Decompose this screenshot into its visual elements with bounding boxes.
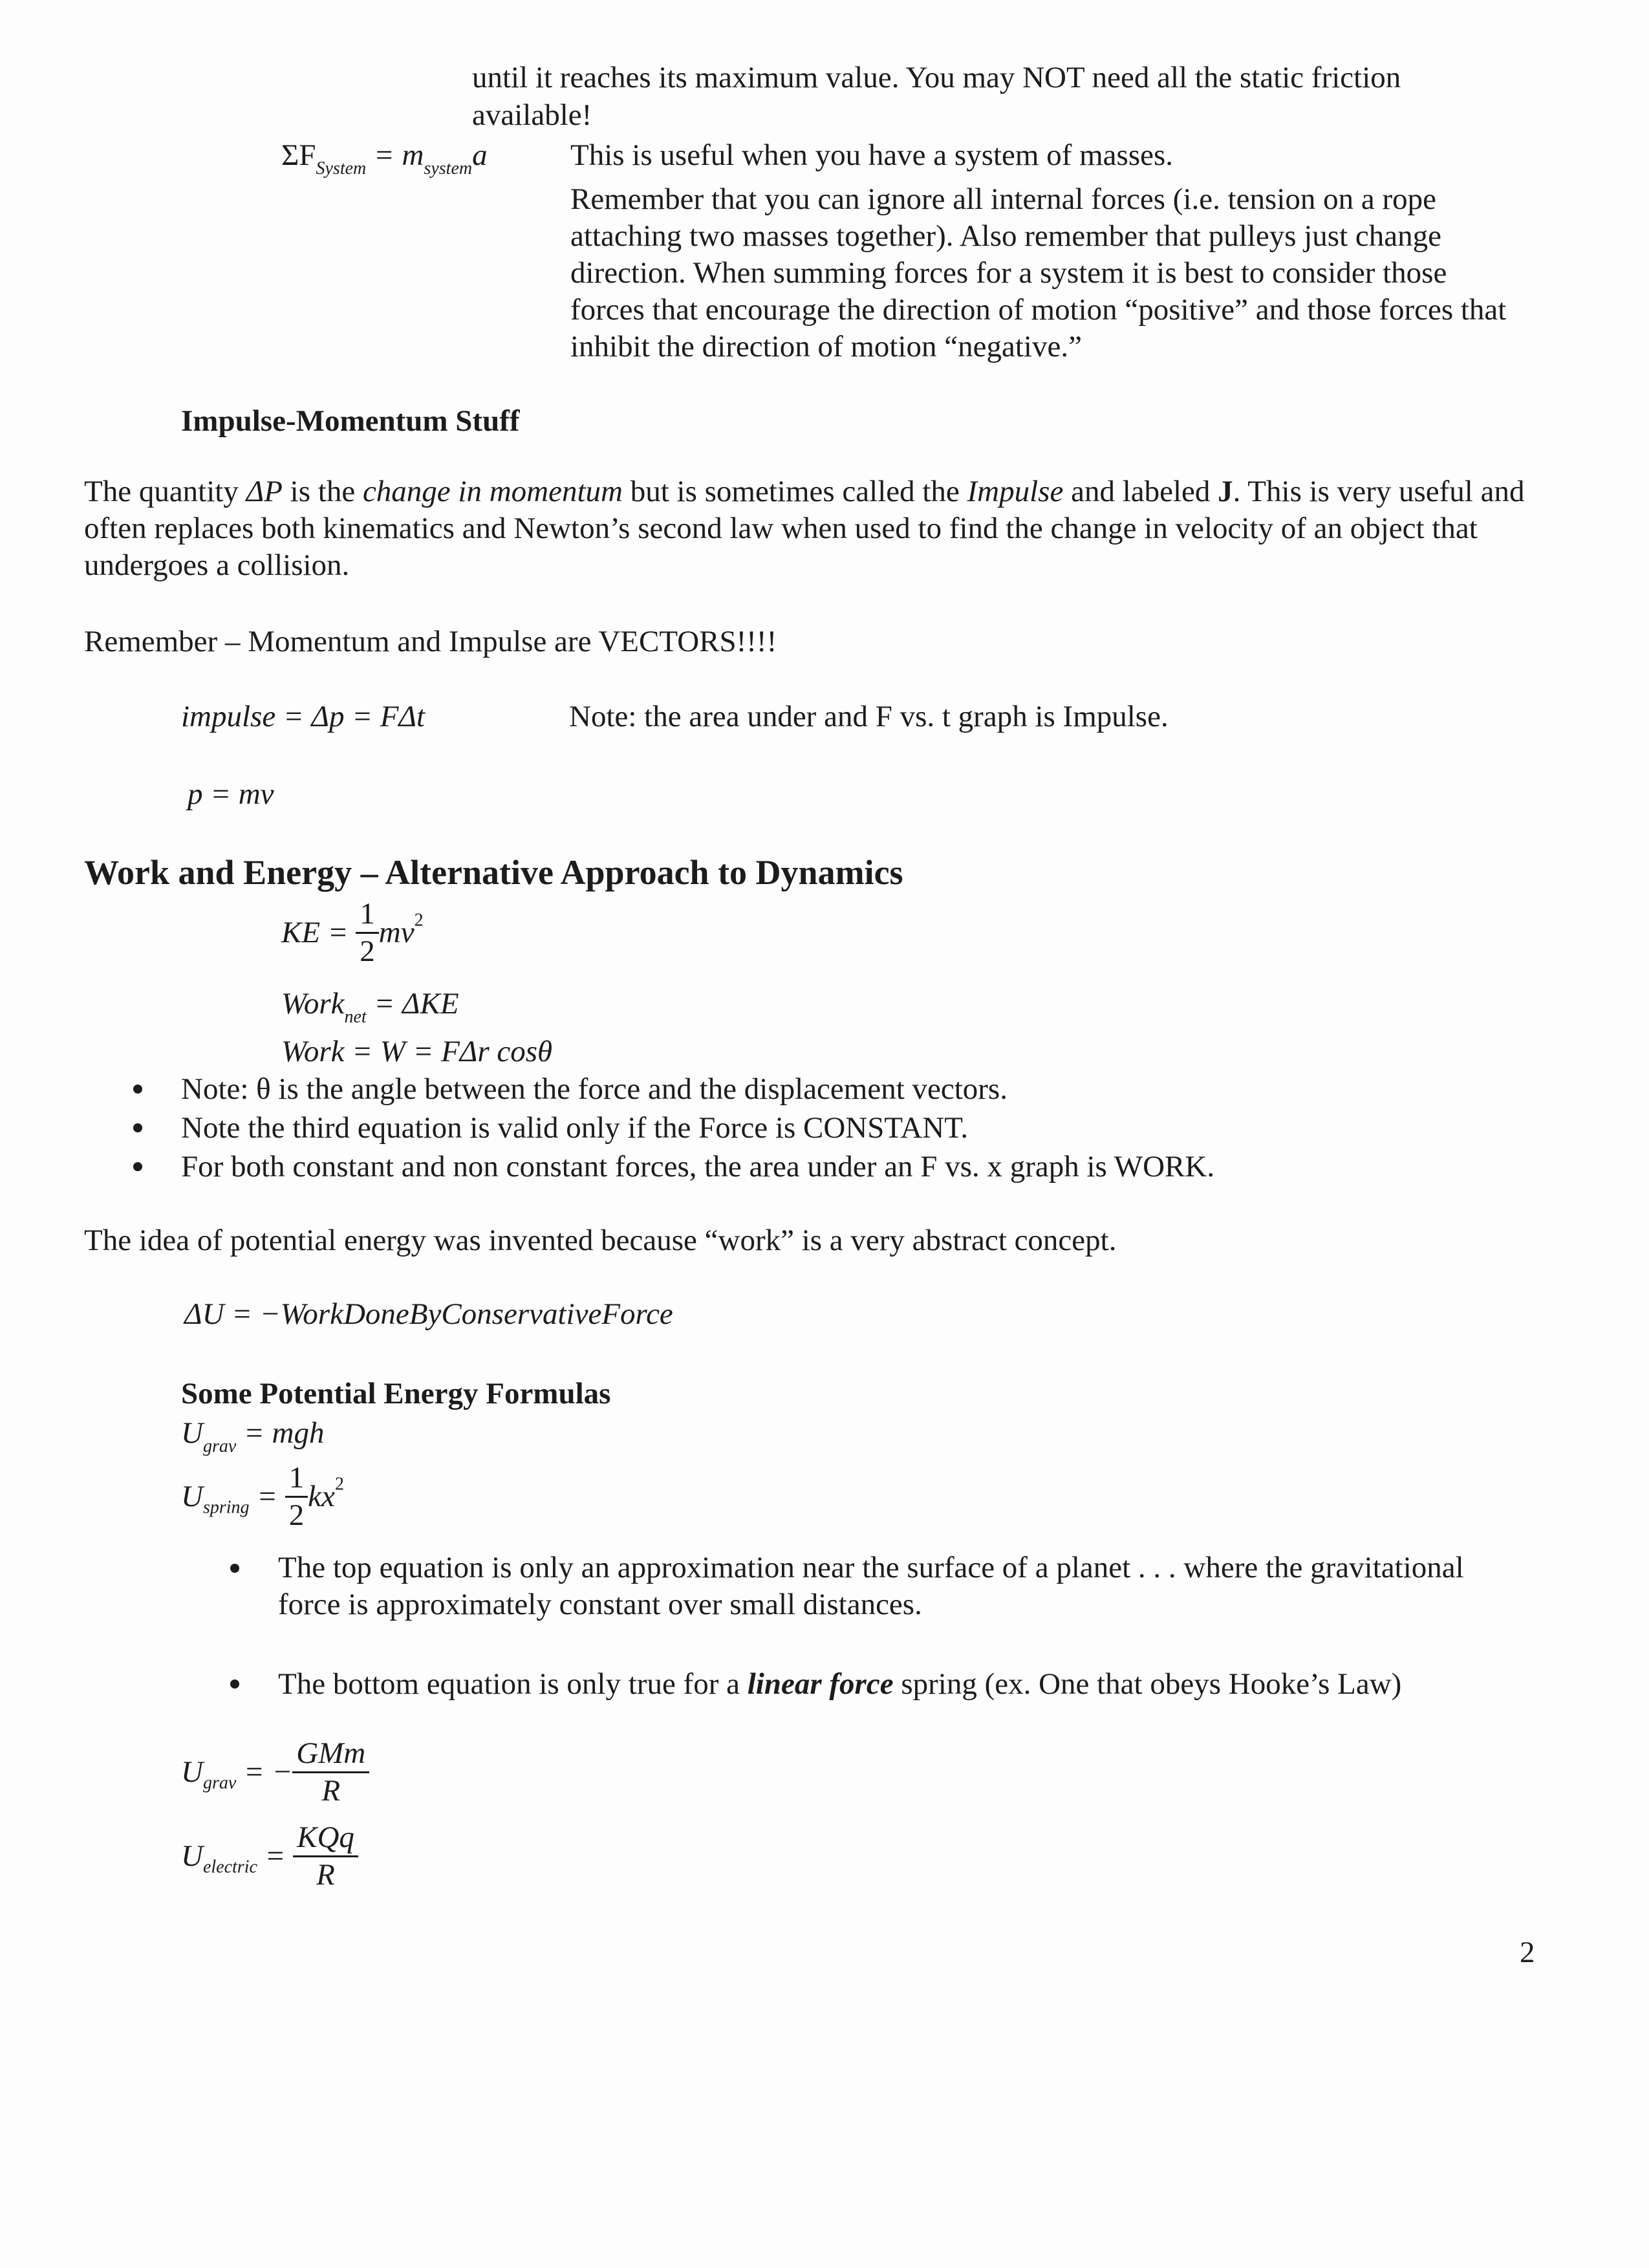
work-equation: Work = W = FΔr cosθ [281, 1035, 553, 1068]
kinetic-energy-equation: KE = $\frac{1}{2}$ $mv^2$ [281, 897, 424, 968]
page-number: 2 [1520, 1936, 1535, 1969]
work-bullet-1: Note: θ is the angle between the force and the displacement vectors. [181, 1072, 1008, 1106]
bullet-dot [133, 1162, 142, 1171]
work-energy-heading: Work and Energy – Alternative Approach to Dynamics [84, 853, 903, 892]
bullet-dot [230, 1679, 239, 1689]
work-bullet-3: For both constant and non constant forces, the area under an F vs. x graph is WORK. [181, 1150, 1215, 1183]
bullet-dot [230, 1564, 239, 1573]
pe-bullet-2: The bottom equation is only true for a linear force spring (ex. One that obeys Hooke’s Law) [278, 1667, 1402, 1701]
friction-text-line1: until it reaches its maximum value. You may NOT need all the static friction [472, 61, 1401, 94]
system-useful-line: This is useful when you have a system of masses. [570, 138, 1174, 172]
impulse-paragraph: The quantity ΔP is the change in momentum but is sometimes called the Impulse and labeled J. This is very useful and often replaces both kinematics and Newton’s second law when used to find the change in velocity of an object that undergoes a collision. [84, 475, 1525, 582]
pe-formulas-heading: Some Potential Energy Formulas [181, 1377, 611, 1410]
impulse-equation: impulse = Δp = FΔt [181, 700, 426, 733]
u-electric-equation: $U_{electric}$ = $\frac{\text{KQq}}{R}$ [181, 1822, 358, 1890]
potential-energy-idea: The idea of potential energy was invented because “work” is a very abstract concept. [84, 1224, 1117, 1257]
impulse-heading: Impulse-Momentum Stuff [181, 404, 520, 438]
u-spring-equation: $U_{spring}$ = $\frac{1}{2}$ $kx^2$ [181, 1461, 344, 1532]
vectors-remember-line: Remember – Momentum and Impulse are VECTORS!!!! [84, 625, 777, 658]
u-grav-universal-equation: $U_{grav}$ = − $\frac{\text{GMm}}{R}$ [181, 1738, 369, 1806]
u-grav-mgh-equation: $U_{grav}$ = mgh [181, 1416, 325, 1456]
bullet-dot [133, 1085, 142, 1094]
impulse-note: Note: the area under and F vs. t graph is Impulse. [569, 700, 1169, 733]
work-bullet-2: Note the third equation is valid only if the Force is CONSTANT. [181, 1111, 969, 1145]
momentum-equation: p = mv [188, 777, 274, 811]
system-remember-paragraph: Remember that you can ignore all internal forces (i.e. tension on a rope attaching two masses together). Also remember that pulleys just change direction. When summing forces for a system it is best to consider those forces that encourage the direction of motion “positive” and those forces that inhibit the direction of motion “negative.” [570, 182, 1507, 363]
system-force-equation: $\Sigma F_{System} = m_{system}a$ [281, 138, 488, 178]
bullet-dot [133, 1123, 142, 1132]
pe-bullet-1: The top equation is only an approximation near the surface of a planet . . . where the gravitational force is approximately constant over small distances. [278, 1551, 1464, 1621]
delta-u-equation: ΔU = −WorkDoneByConservativeForce [184, 1297, 673, 1331]
work-net-equation: Work$_{net}$ = ΔKE [281, 987, 459, 1027]
friction-text-line2: available! [472, 98, 592, 132]
